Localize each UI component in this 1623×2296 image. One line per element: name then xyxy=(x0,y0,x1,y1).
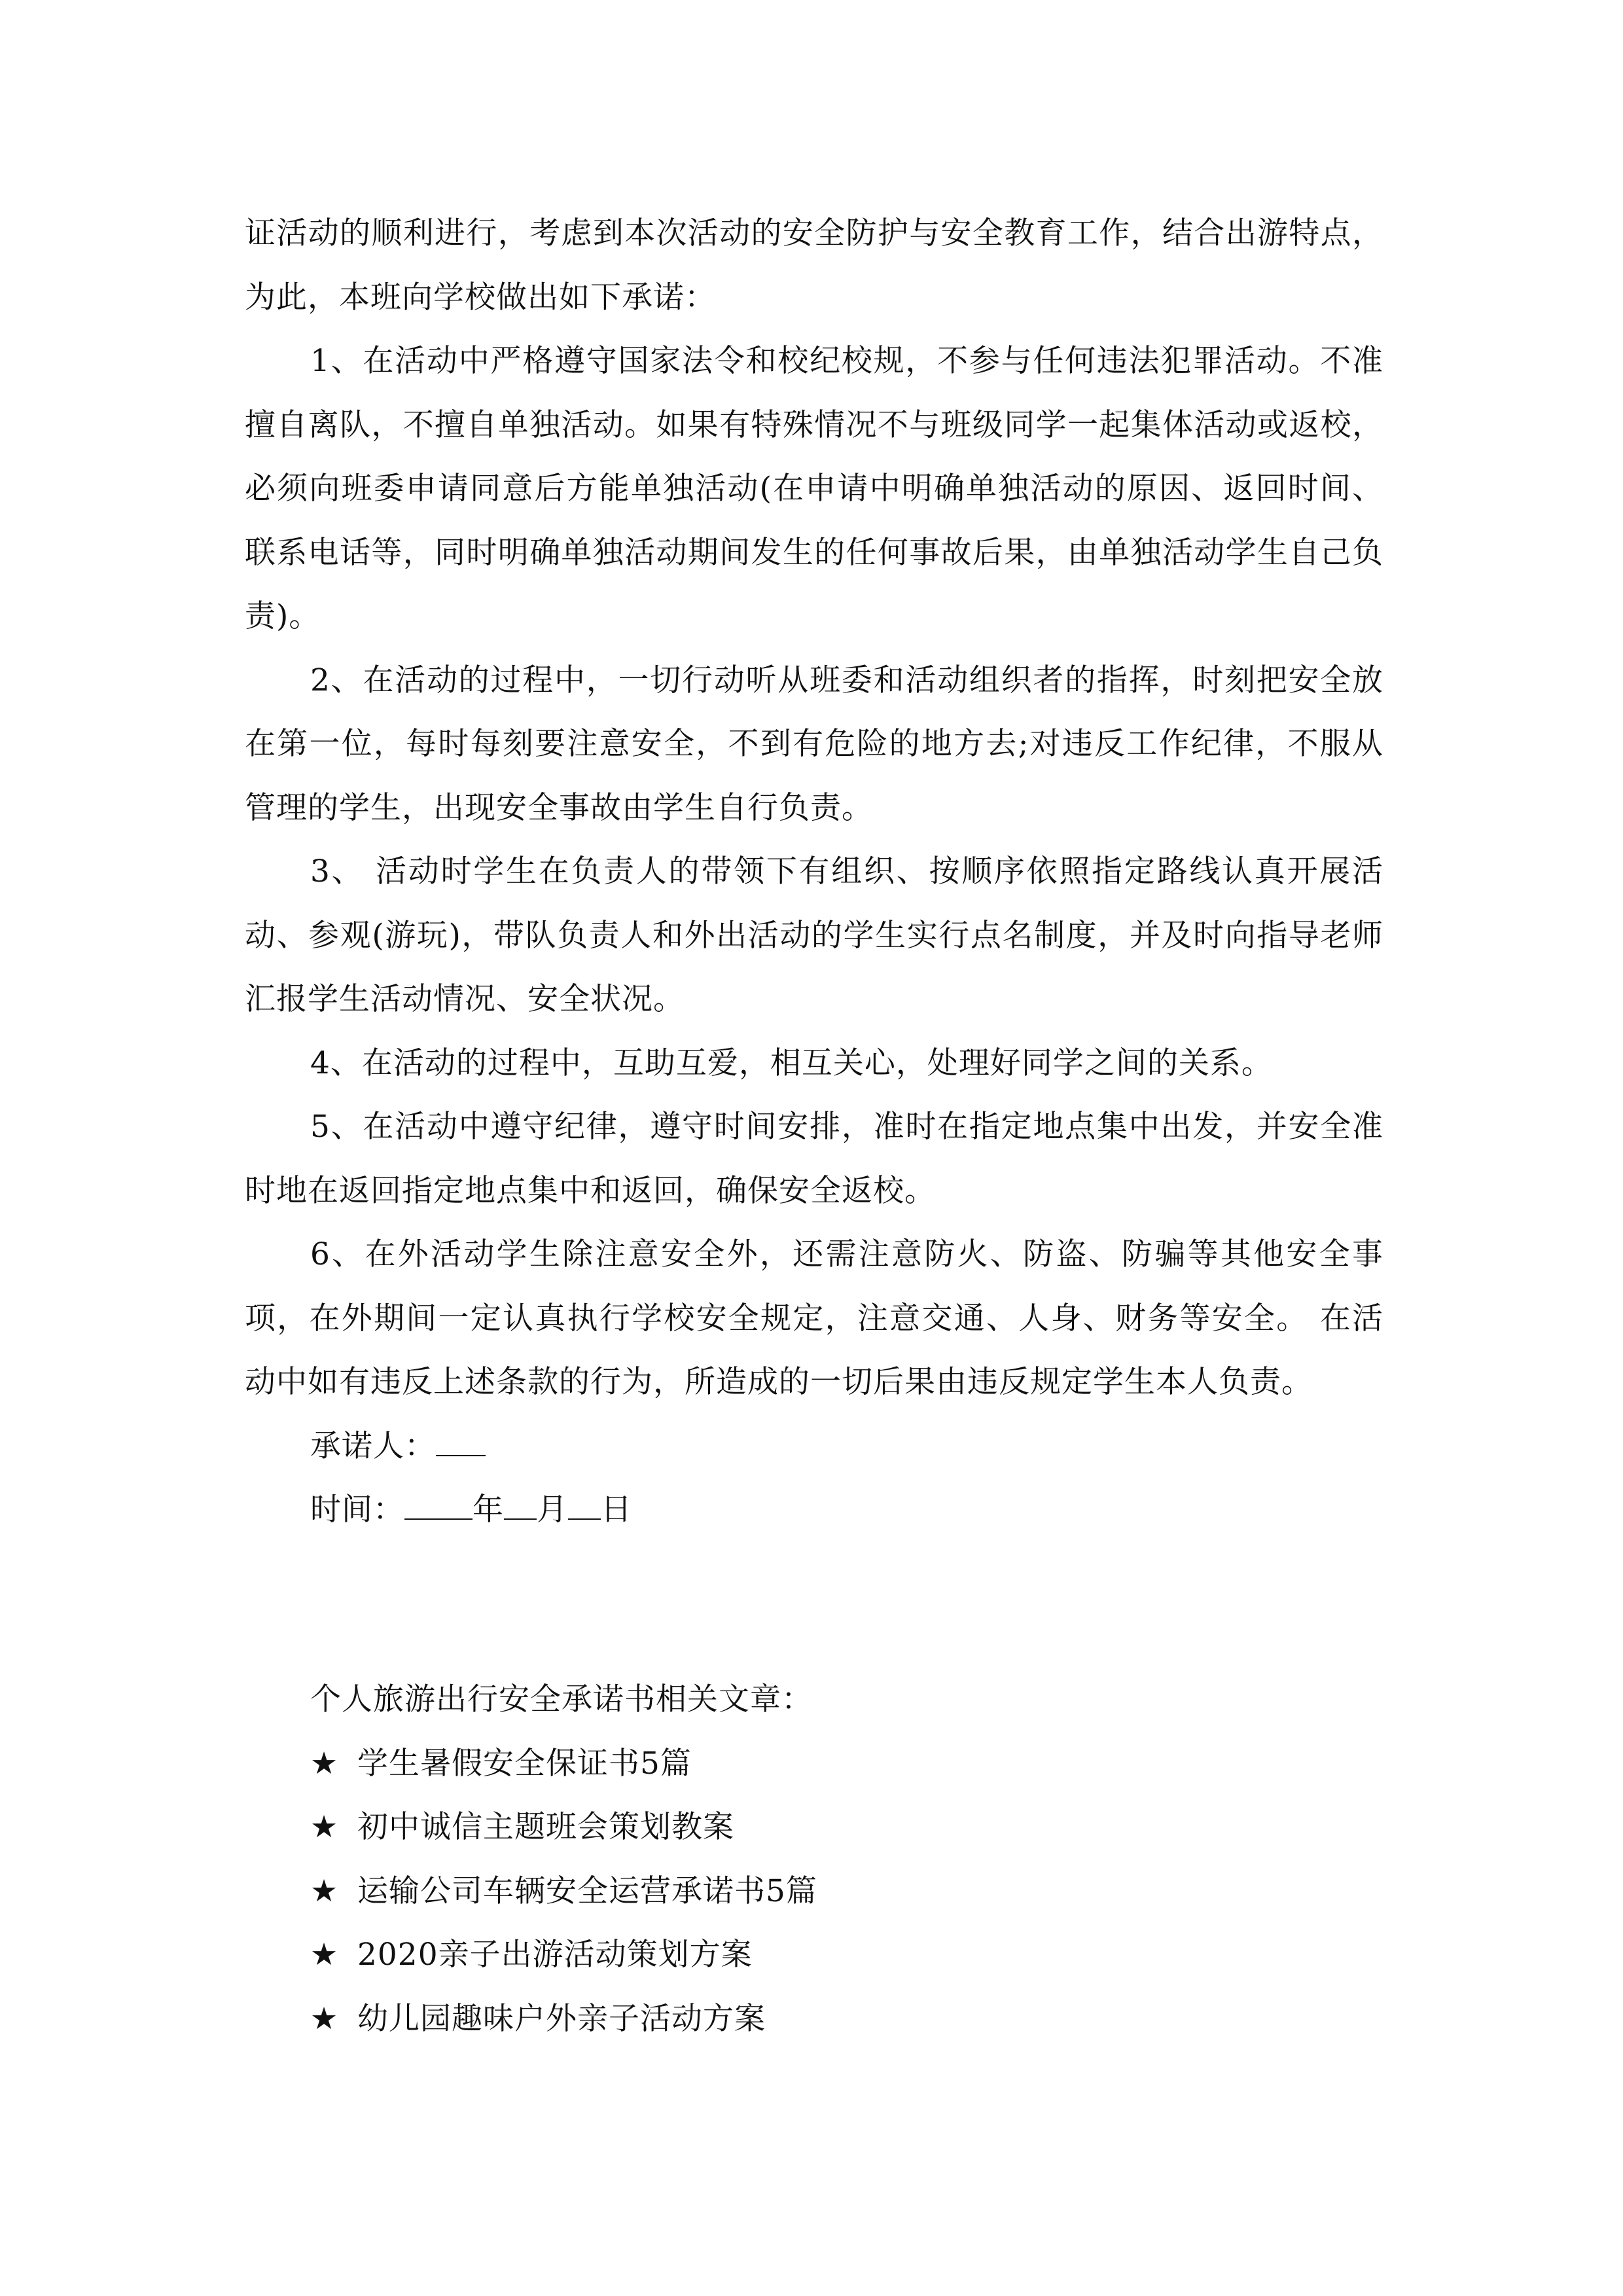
related-link[interactable]: 运输公司车辆安全运营承诺书5篇 xyxy=(357,1873,817,1909)
star-icon: ★ xyxy=(310,1745,339,1782)
pledge-body xyxy=(245,202,1383,1542)
paragraph-item-6: 6、在外活动学生除注意安全外，还需注意防火、防盗、防骗等其他安全事项，在外期间一定认真执行学校安全规定，注意交通、人身、财务等安全。 在活动中如有违反上述条款的行为，所造成的一切后果由违反规定学生本人负责。 xyxy=(245,1236,1383,1400)
star-icon: ★ xyxy=(310,1937,339,1973)
related-item[interactable] xyxy=(310,1732,1383,1796)
related-link[interactable]: 幼儿园趣味户外亲子活动方案 xyxy=(357,2000,766,2037)
paragraph-item-3: 3、 活动时学生在负责人的带领下有组织、按顺序依照指定路线认真开展活动、参观(游玩)，带队负责人和外出活动的学生实行点名制度，并及时向指导老师汇报学生活动情况、安全状况。 xyxy=(245,853,1383,1017)
month-blank xyxy=(504,1492,537,1520)
related-link[interactable]: 学生暑假安全保证书5篇 xyxy=(357,1745,692,1782)
star-icon: ★ xyxy=(310,1873,339,1909)
related-item[interactable] xyxy=(310,1859,1383,1924)
day-blank xyxy=(568,1492,601,1520)
related-item[interactable] xyxy=(310,1923,1383,1987)
related-link[interactable]: 2020亲子出游活动策划方案 xyxy=(357,1937,753,1973)
related-list xyxy=(310,1732,1383,2051)
month-label: 月 xyxy=(537,1492,568,1528)
promisor-label: 承诺人： xyxy=(310,1427,436,1464)
related-link[interactable]: 初中诚信主题班会策划教案 xyxy=(357,1809,734,1845)
paragraph-item-2: 2、在活动的过程中，一切行动听从班委和活动组织者的指挥，时刻把安全放在第一位，每时每刻要注意安全，不到有危险的地方去;对违反工作纪律，不服从管理的学生，出现安全事故由学生自行负责。 xyxy=(245,662,1383,826)
day-label: 日 xyxy=(601,1492,632,1528)
time-label: 时间： xyxy=(310,1492,404,1528)
date-line xyxy=(245,1478,1383,1542)
year-label: 年 xyxy=(473,1492,504,1528)
related-item[interactable] xyxy=(310,1795,1383,1859)
paragraph-item-5: 5、在活动中遵守纪律，遵守时间安排，准时在指定地点集中出发，并安全准时地在返回指定地点集中和返回，确保安全返校。 xyxy=(245,1109,1383,1209)
paragraph-item-1: 1、在活动中严格遵守国家法令和校纪校规，不参与任何违法犯罪活动。不准擅自离队，不擅自单独活动。如果有特殊情况不与班级同学一起集体活动或返校，必须向班委申请同意后方能单独活动(在申请中明确单独活动的原因、返回时间、联系电话等，同时明确单独活动期间发生的任何事故后果，由单独活动学生自己负责)。 xyxy=(245,343,1383,634)
paragraph-item-4: 4、在活动的过程中，互助互爱，相互关心，处理好同学之间的关系。 xyxy=(310,1045,1273,1081)
year-blank xyxy=(404,1492,473,1520)
star-icon: ★ xyxy=(310,2000,339,2037)
promisor-line xyxy=(245,1414,1383,1479)
related-item[interactable] xyxy=(310,1987,1383,2051)
star-icon: ★ xyxy=(310,1809,339,1845)
promisor-blank xyxy=(436,1429,486,1456)
related-title: 个人旅游出行安全承诺书相关文章： xyxy=(310,1681,813,1717)
related-articles xyxy=(310,1668,1383,2051)
paragraph-intro: 证活动的顺利进行，考虑到本次活动的安全防护与安全教育工作，结合出游特点，为此，本班向学校做出如下承诺： xyxy=(245,215,1383,315)
